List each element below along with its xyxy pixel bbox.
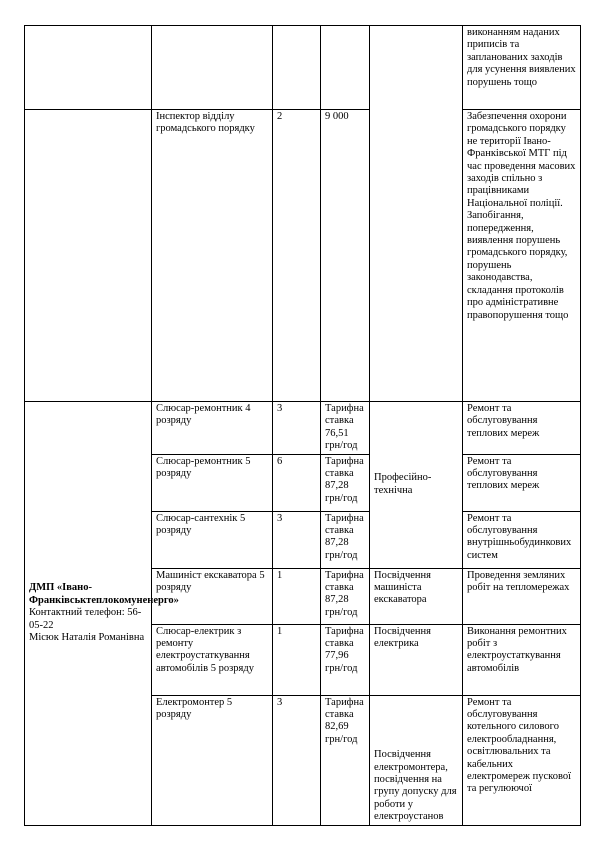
duty-cell: Виконання ремонтних робіт з електроустаткування автомобілів: [463, 624, 581, 695]
qty-cell: 1: [273, 624, 321, 695]
salary-cell: Тарифна ставка 82,69 грн/год: [321, 695, 370, 825]
qty-cell: 6: [273, 454, 321, 511]
duty-cell: Проведення земляних робіт на тепломережах: [463, 568, 581, 624]
duty-cell: Ремонт та обслуговування теплових мереж: [463, 402, 581, 455]
salary-cell: Тарифна ставка 87,28 грн/год: [321, 454, 370, 511]
qty-cell: 1: [273, 568, 321, 624]
employer-name: ДМП «Івано-Франківськтеплокомуненерго»: [29, 582, 179, 606]
salary-cell: Тарифна ставка 77,96 грн/год: [321, 624, 370, 695]
duty-cell: виконанням наданих приписів та запланованих заходів для усунення виявлених порушень тощо: [463, 26, 581, 110]
employer-cell: [25, 402, 179, 826]
requirement-cell-bottom: [370, 695, 463, 825]
duty-cell: Ремонт та обслуговування внутрішньобудинкових систем: [463, 511, 581, 568]
employer-cell-empty: [25, 26, 152, 110]
requirement-cell: [370, 26, 463, 402]
qty-cell: [273, 26, 321, 110]
qty-cell: 3: [273, 695, 321, 825]
qty-cell: 2: [273, 110, 321, 402]
requirement-text: Посвідчення електромонтера, посвідчення на групу допуску для роботи у електроустанов: [374, 749, 457, 823]
position-cell: Слюсар-ремонтник 5 розряду: [152, 454, 273, 511]
salary-cell: Тарифна ставка 87,28 грн/год: [321, 568, 370, 624]
requirement-cell: Посвідчення електрика: [370, 624, 463, 695]
position-cell: Слюсар-сантехнік 5 розряду: [152, 511, 273, 568]
position-cell: [152, 26, 273, 110]
position-cell: Електромонтер 5 розряду: [152, 695, 273, 825]
position-cell: Слюсар-електрик з ремонту електроустаткування автомобілів 5 розряду: [152, 624, 273, 695]
salary-cell: 9 000: [321, 110, 370, 402]
table-row: [25, 110, 581, 402]
table-row: [25, 402, 581, 455]
table-row: [25, 26, 581, 110]
position-cell: Інспектор відділу громадського порядку: [152, 110, 273, 402]
salary-cell: [321, 26, 370, 110]
qty-cell: 3: [273, 402, 321, 455]
vacancy-table: [24, 25, 581, 826]
salary-cell: Тарифна ставка 87,28 грн/год: [321, 511, 370, 568]
requirement-cell: Посвідчення машиніста екскаватора: [370, 568, 463, 624]
duty-cell: Ремонт та обслуговування теплових мереж: [463, 454, 581, 511]
duty-cell: Забезпечення охорони громадського порядку не території Івано-Франківської МТГ під час проведення масових заходів спільно з працівниками Національної поліції. Запобігання, попередження, виявлення порушень громадського порядку, порушень законодавства, складання протоколів про адміністративне правопорушення тощо: [463, 110, 581, 402]
employer-cell-empty: [25, 110, 152, 402]
position-cell: Машиніст екскаватора 5 розряду: [152, 568, 273, 624]
salary-cell: Тарифна ставка 76,51 грн/год: [321, 402, 370, 455]
position-cell: Слюсар-ремонтник 4 розряду: [152, 402, 273, 455]
qty-cell: 3: [273, 511, 321, 568]
duty-cell: Ремонт та обслуговування котельного силового електрообладнання, освітлювальних та кабельних електромереж пускової та регулюючої: [463, 695, 581, 825]
employer-phone: Контактний телефон: 56-05-22: [29, 607, 142, 631]
employer-contact-person: Місюк Наталія Романівна: [29, 631, 145, 643]
requirement-cell: Професійно-технічна: [370, 402, 463, 569]
